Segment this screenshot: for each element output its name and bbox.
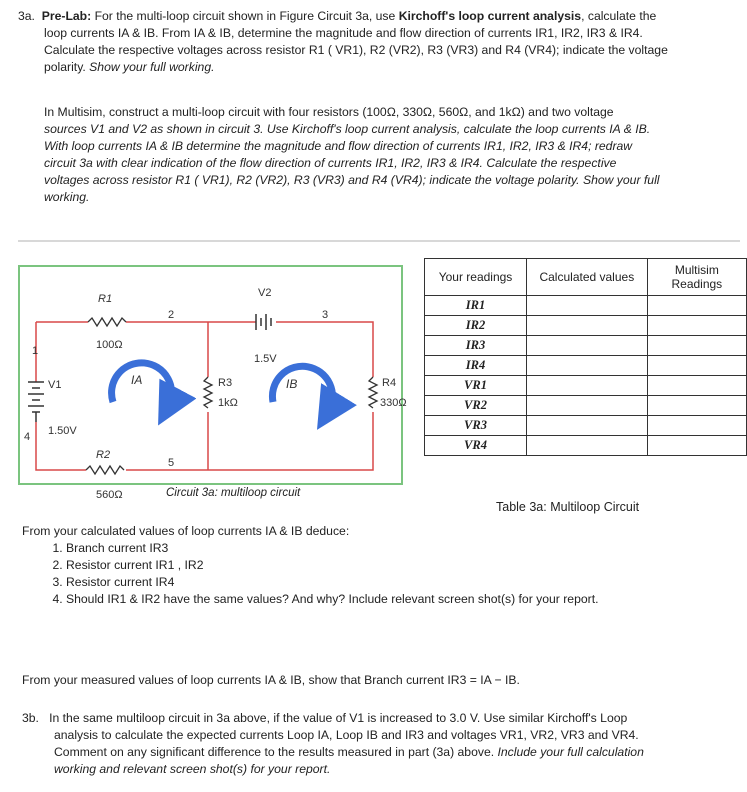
circuit-wires (36, 322, 373, 470)
measured-text: From your measured values of loop currents IA & IB, show that Branch current IR3 = IA − IB. (22, 673, 520, 687)
prelab-bold-method: Kirchoff's loop current analysis (398, 9, 582, 23)
section-divider (18, 240, 740, 242)
node-5: 5 (168, 457, 175, 469)
r2-value: 560Ω (96, 489, 123, 501)
node-4: 4 (24, 431, 31, 443)
multisim-cell[interactable] (647, 296, 746, 316)
v1-label: V1 (48, 379, 62, 391)
deduce-list (44, 540, 598, 608)
part-b-label: 3b. (22, 711, 39, 725)
calculated-cell[interactable] (527, 396, 648, 416)
node-3: 3 (322, 309, 329, 321)
multisim-cell[interactable] (647, 416, 746, 436)
prelab-line-4 (18, 59, 743, 76)
v1-battery (28, 382, 44, 422)
multisim-line-5: voltages across resistor R1 ( VR1), R2 (VR2), R3 (VR3) and R4 (VR4); indicate the voltage polarity. Show your full (44, 173, 660, 187)
r2-label: R2 (96, 449, 111, 461)
prelab-show-working: Show your full working. (89, 60, 215, 74)
row-label: VR4 (425, 436, 527, 456)
prelab-line-4-text: polarity. (44, 60, 86, 74)
list-item: 3. Resistor current IR4 (66, 574, 598, 591)
r4-label: R4 (382, 377, 397, 389)
header-multisim: Multisim Readings (647, 259, 746, 296)
row-label: IR2 (425, 316, 527, 336)
r4-resistor (369, 377, 377, 408)
prelab-line-2: loop currents IA & IB. From IA & IB, determine the magnitude and flow direction of currents IR1, IR2, IR3 & IR4. (44, 26, 643, 40)
part-b-line-1-text: In the same multiloop circuit in 3a above, if the value of V1 is increased to 3.0 V. Use similar Kirchoff's Loop (49, 711, 628, 725)
part-b-line-2: analysis to calculate the expected currents Loop IA, Loop IB and IR3 and voltages VR1, VR2, VR3 and VR4. (54, 728, 639, 742)
r1-label: R1 (98, 293, 113, 305)
node-2: 2 (168, 309, 175, 321)
calculated-cell[interactable] (527, 356, 648, 376)
v2-value: 1.5V (254, 353, 277, 365)
circuit-diagram (18, 262, 418, 507)
row-label: IR4 (425, 356, 527, 376)
prelab-line-3: Calculate the respective voltages across resistor R1 ( VR1), R2 (VR2), R3 (VR3) and R4 (VR4); indicate the voltage (44, 43, 668, 57)
table-row (425, 336, 747, 356)
circuit-frame (19, 266, 402, 484)
multisim-line-2: sources V1 and V2 as shown in circuit 3. Use Kirchoff's loop current analysis, calculate the loop currents IA & IB. (44, 122, 651, 136)
part-b-line-3 (22, 744, 744, 761)
row-label: VR3 (425, 416, 527, 436)
table-row (425, 376, 747, 396)
loop-b-arrow (272, 366, 332, 412)
calculated-cell[interactable] (527, 376, 648, 396)
multisim-line-6: working. (44, 190, 90, 204)
multisim-cell[interactable] (647, 316, 746, 336)
table-header-row (425, 259, 747, 296)
r3-resistor (204, 377, 212, 408)
r2-resistor (86, 466, 124, 474)
multisim-paragraph (44, 104, 744, 206)
calculated-cell[interactable] (527, 296, 648, 316)
row-label: VR2 (425, 396, 527, 416)
table-row (425, 396, 747, 416)
r3-value: 1kΩ (218, 397, 238, 409)
r3-label: R3 (218, 377, 233, 389)
calculated-cell[interactable] (527, 316, 648, 336)
part-b-include-calc: Include your full calculation (497, 745, 644, 759)
multisim-cell[interactable] (647, 376, 746, 396)
part-b-paragraph (22, 710, 744, 778)
row-label: VR1 (425, 376, 527, 396)
multisim-cell[interactable] (647, 356, 746, 376)
list-item: 1. Branch current IR3 (66, 540, 598, 557)
multisim-line-1: In Multisim, construct a multi-loop circuit with four resistors (100Ω, 330Ω, 560Ω, and 1kΩ) and two voltage (44, 105, 614, 119)
multisim-cell[interactable] (647, 436, 746, 456)
calculated-cell[interactable] (527, 416, 648, 436)
multisim-line-4: circuit 3a with clear indication of the flow direction of currents IR1, IR2, IR3 & IR4. Calculate the respective (44, 156, 617, 170)
part-b-line-1 (22, 710, 744, 727)
r4-value: 330Ω (380, 397, 407, 409)
prelab-text: For the multi-loop circuit shown in Figure Circuit 3a, use (94, 9, 396, 23)
multisim-cell[interactable] (647, 336, 746, 356)
part-b-line-3-text: Comment on any significant difference to the results measured in part (3a) above. (54, 745, 495, 759)
loop-b-label: IB (286, 377, 298, 391)
v1-value: 1.50V (48, 425, 77, 437)
part-b-line-4: working and relevant screen shot(s) for your report. (54, 762, 331, 776)
table-row (425, 316, 747, 336)
list-item: 2. Resistor current IR1 , IR2 (66, 557, 598, 574)
prelab-text-end: , calculate the (581, 9, 657, 23)
row-label: IR3 (425, 336, 527, 356)
loop-a-label: IA (131, 373, 143, 387)
prelab-line-1 (18, 8, 743, 25)
multisim-line-3: With loop currents IA & IB determine the magnitude and flow direction of currents IR1, IR2, IR3 & IR4; redraw (44, 139, 633, 153)
v2-battery (256, 314, 276, 330)
calculated-cell[interactable] (527, 336, 648, 356)
part-a-label: 3a. (18, 9, 35, 23)
deduce-intro: From your calculated values of loop currents IA & IB deduce: (22, 524, 350, 538)
r1-value: 100Ω (96, 339, 123, 351)
node-1: 1 (32, 345, 39, 357)
v2-label: V2 (258, 287, 272, 299)
prelab-paragraph (18, 8, 743, 76)
list-item: 4. Should IR1 & IR2 have the same values? And why? Include relevant screen shot(s) for your report. (66, 591, 598, 608)
table-row (425, 296, 747, 316)
multisim-cell[interactable] (647, 396, 746, 416)
row-label: IR1 (425, 296, 527, 316)
circuit-caption: Circuit 3a: multiloop circuit (166, 487, 301, 499)
table-row (425, 356, 747, 376)
header-calculated: Calculated values (527, 259, 648, 296)
r1-resistor (88, 318, 126, 326)
table-caption: Table 3a: Multiloop Circuit (496, 500, 640, 514)
readings-table (424, 258, 747, 456)
table-row (425, 436, 747, 456)
table-row (425, 416, 747, 436)
header-your-readings: Your readings (425, 259, 527, 296)
calculated-cell[interactable] (527, 436, 648, 456)
prelab-heading: Pre-Lab: (41, 9, 92, 23)
